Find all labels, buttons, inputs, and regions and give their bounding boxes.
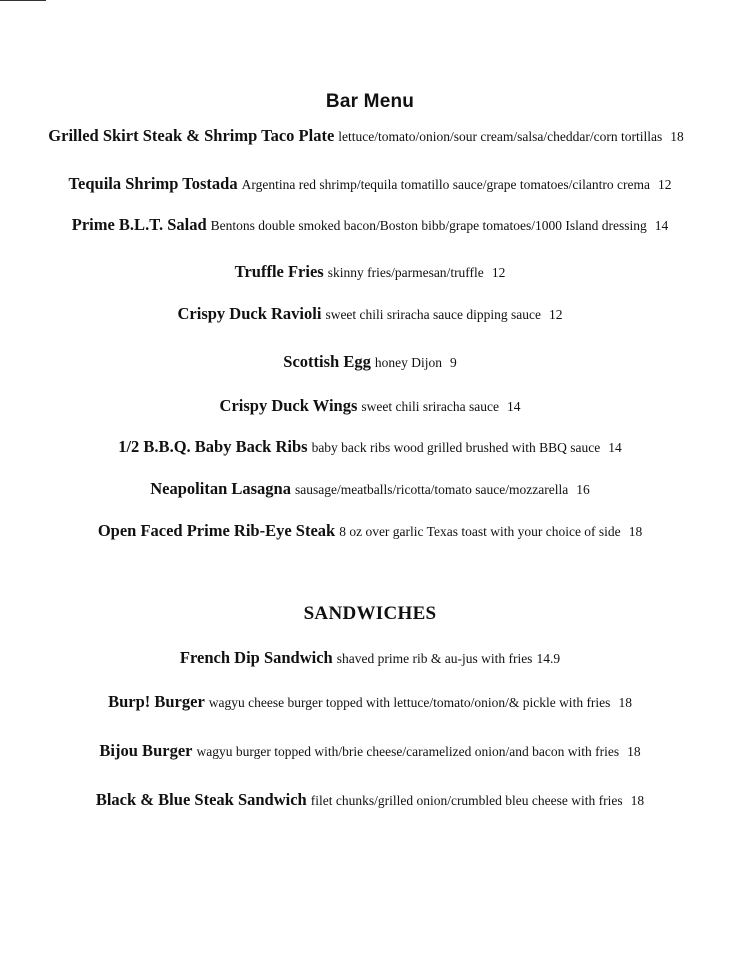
item-price: 9 — [449, 355, 457, 370]
item-price: 14 — [506, 399, 521, 414]
item-name: Truffle Fries — [234, 262, 324, 281]
item-description: filet chunks/grilled onion/crumbled bleu cheese with fries — [310, 793, 623, 808]
item-price: 18 — [618, 695, 632, 710]
bar-menu-title: Bar Menu — [325, 91, 415, 112]
item-price: 12 — [548, 307, 563, 322]
menu-item — [0, 437, 740, 458]
item-description: Bentons double smoked bacon/Boston bibb/grape tomatoes/1000 Island dressing — [210, 218, 647, 233]
item-price: 18 — [627, 744, 641, 759]
item-price: 18 — [628, 524, 643, 539]
item-price: 14.9 — [536, 651, 561, 666]
item-name: Crispy Duck Wings — [219, 396, 358, 415]
item-name: French Dip Sandwich — [179, 648, 333, 667]
menu-item — [0, 304, 740, 325]
menu-item — [0, 741, 740, 762]
item-description: sausage/meatballs/ricotta/tomato sauce/mozzarella — [294, 482, 569, 497]
item-name: Crispy Duck Ravioli — [177, 304, 322, 323]
item-name: Bijou Burger — [99, 741, 193, 760]
menu-item — [0, 174, 740, 195]
item-price: 14 — [654, 218, 669, 233]
item-name: Prime B.L.T. Salad — [71, 215, 207, 234]
item-price: 16 — [576, 482, 590, 497]
menu-item — [0, 396, 740, 417]
item-description: skinny fries/parmesan/truffle — [327, 265, 484, 280]
item-price: 12 — [491, 265, 506, 280]
item-name: Scottish Egg — [283, 352, 371, 371]
item-description: wagyu cheese burger topped with lettuce/tomato/onion/& pickle with fries — [208, 695, 611, 710]
item-description: sweet chili sriracha sauce dipping sauce — [325, 307, 541, 322]
item-name: Neapolitan Lasagna — [150, 479, 291, 498]
item-description: Argentina red shrimp/tequila tomatillo sauce/grape tomatoes/cilantro crema — [241, 177, 650, 192]
item-price: 18 — [670, 129, 684, 144]
menu-item — [0, 215, 740, 236]
item-name: 1/2 B.B.Q. Baby Back Ribs — [118, 437, 308, 456]
item-description: shaved prime rib & au-jus with fries — [336, 651, 533, 666]
menu-item — [0, 648, 740, 669]
menu-item — [0, 262, 740, 283]
item-description: sweet chili sriracha sauce — [361, 399, 499, 414]
menu-item — [0, 521, 740, 542]
menu-item — [0, 352, 740, 373]
item-name: Grilled Skirt Steak & Shrimp Taco Plate — [48, 126, 335, 145]
item-price: 18 — [630, 793, 645, 808]
menu-item — [0, 790, 740, 811]
item-name: Burp! Burger — [108, 692, 205, 711]
corner-mark — [0, 0, 46, 1]
menu-item — [0, 692, 740, 713]
item-description: 8 oz over garlic Texas toast with your choice of side — [339, 524, 621, 539]
item-name: Black & Blue Steak Sandwich — [95, 790, 307, 809]
item-description: wagyu burger topped with/brie cheese/caramelized onion/and bacon with fries — [196, 744, 620, 759]
item-description: lettuce/tomato/onion/sour cream/salsa/cheddar/corn tortillas — [338, 129, 663, 144]
item-name: Tequila Shrimp Tostada — [68, 174, 238, 193]
sandwiches-title: SANDWICHES — [303, 603, 437, 624]
item-price: 14 — [608, 440, 622, 455]
item-name: Open Faced Prime Rib-Eye Steak — [97, 521, 336, 540]
item-description: baby back ribs wood grilled brushed with BBQ sauce — [311, 440, 601, 455]
menu-item — [0, 479, 740, 500]
menu-item — [0, 126, 736, 147]
item-price: 12 — [657, 177, 672, 192]
item-description: honey Dijon — [374, 355, 442, 370]
